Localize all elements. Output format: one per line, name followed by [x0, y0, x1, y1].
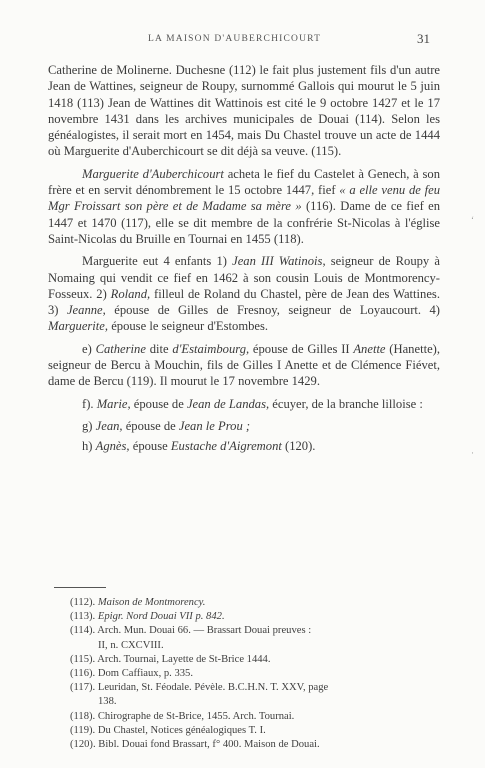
- footnote-120: (120). Bibl. Douai fond Brassart, f° 400. Maison de Douai.: [70, 739, 320, 751]
- footnote-115: (115). Arch. Tournai, Layette de St-Brice 1444.: [70, 653, 271, 665]
- marguerite-name: Marguerite d'Auberchicourt: [82, 166, 224, 181]
- running-header: LA MAISON D'AUBERCHICOURT: [148, 34, 322, 44]
- paragraph-h: h) Agnès, épouse Eustache d'Aigremont (120).: [82, 439, 316, 454]
- footnote-117-continued: 138.: [98, 696, 117, 708]
- footnotes: [70, 596, 450, 752]
- paragraph-g: g) Jean, épouse de Jean le Prou ;: [82, 418, 251, 433]
- margin-speck: ‘: [471, 215, 474, 225]
- footnote-119: (119). Du Chastel, Notices généalogiques T. I.: [70, 724, 266, 736]
- quotation: « a elle venu de feu Mgr Froissart son père et de Madame sa mère »: [48, 183, 441, 214]
- page-number: 31: [417, 31, 430, 46]
- footnote-divider: [54, 587, 106, 588]
- footnote-116: (116). Dom Caffiaux, p. 335.: [70, 668, 193, 680]
- paragraph-1: Catherine de Molinerne. Duchesne (112) le fait plus justement fils d'un autre Jean de Wattines, seigneur de Roupy, surnommé Gallois qui mourut le 5 juin 1418 (113) Jean de Wattines dit Wattinois est cité le 9 octobre 1427 et le 17 novembre 1431 dans les archives municipales de Douai (114). Selon les généalogistes, il serait mort en 1454, mais Du Chastel trouve un acte de 1444 où Marguerite d'Auberchicourt se dit déjà sa veuve. (115).: [48, 63, 440, 159]
- footnote-112: (112). Maison de Montmorency.: [70, 597, 206, 608]
- main-text: [48, 62, 440, 459]
- margin-speck: ·: [471, 448, 474, 458]
- paragraph-f: f). Marie, épouse de Jean de Landas, écuyer, de la branche lilloise :: [82, 396, 423, 411]
- paragraph-2: Marguerite d'Auberchicourt acheta le fief du Castelet à Genech, à son frère et en servit dénombrement le 15 octobre 1447, fief « a elle venu de feu Mgr Froissart son père et de Madame sa mère » (116). Dame de ce fief en 1447 et 1470 (117), elle se dit membre de la confrérie St-Nicolas à l'église Saint-Nicolas du Bruille en Tournai en 1455 (118).: [48, 166, 441, 246]
- footnote-114: (114). Arch. Mun. Douai 66. — Brassart Douai preuves :: [70, 625, 312, 637]
- footnote-113: (113). Epigr. Nord Douai VII p. 842.: [70, 611, 225, 623]
- paragraph-3: Marguerite eut 4 enfants 1) Jean III Watinois, seigneur de Roupy à Nomaing qui vendit ce fief en 1462 à son cousin Louis de Montmorency-Fosseux. 2) Roland, filleul de Roland du Chastel, père de Jean des Wattines. 3) Jeanne, épouse de Gilles de Fresnoy, seigneur de Loyaucourt. 4) Marguerite, épouse le seigneur d'Estombes.: [48, 254, 441, 334]
- footnote-117: (117). Leuridan, St. Féodale. Pévèle. B.C.H.N. T. XXV, page: [70, 682, 329, 694]
- footnote-114-continued: II, n. CXCVIII.: [98, 639, 164, 651]
- footnote-118: (118). Chirographe de St-Brice, 1455. Arch. Tournai.: [70, 710, 295, 722]
- paragraph-e: e) Catherine dite d'Estaimbourg, épouse de Gilles II Anette (Hanette), seigneur de Bercu à Mouchin, fils de Gilles I Anette et de Clémence Fiévet, dame de Bercu (119). Il mourut le 17 novembre 1429.: [48, 341, 441, 389]
